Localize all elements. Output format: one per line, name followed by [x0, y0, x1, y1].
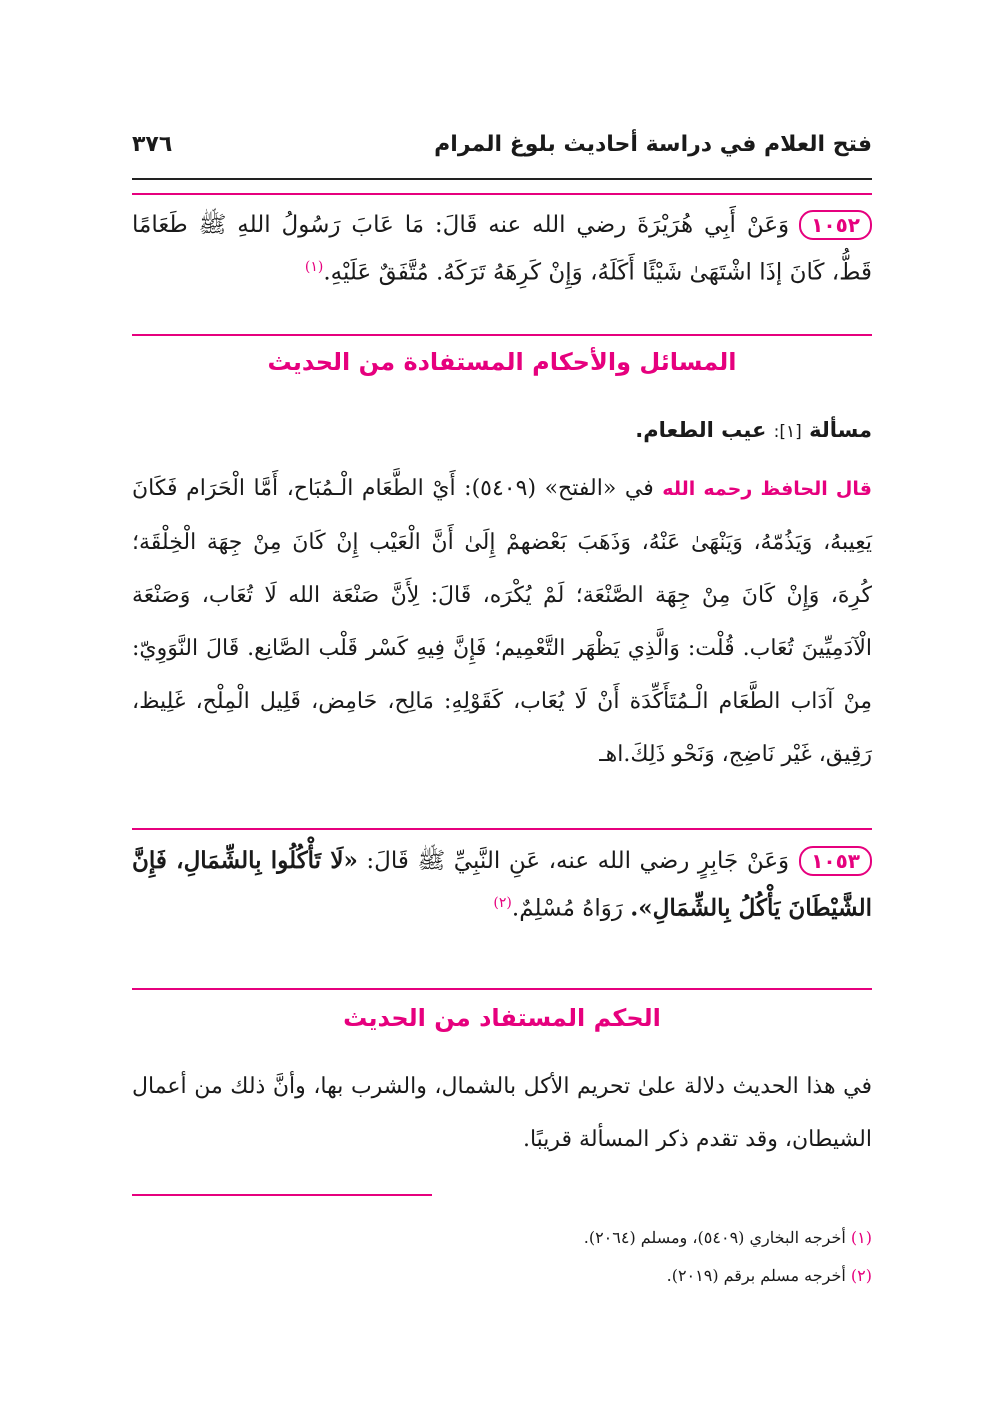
section-rule — [132, 334, 872, 336]
footnote-ref: (٢) — [493, 895, 512, 911]
issue-number: [١]: — [773, 422, 802, 442]
header-rule — [132, 178, 872, 180]
hadith-number-badge: ١٠٥٣ — [799, 846, 872, 876]
issue-body — [132, 462, 872, 781]
hadith-1052 — [132, 204, 872, 294]
footnote-rule — [132, 1194, 432, 1196]
footnote-text: أخرجه البخاري (٥٤٠٩)، ومسلم (٢٠٦٤). — [583, 1228, 846, 1247]
section-rule — [132, 988, 872, 990]
footnote — [584, 1226, 872, 1250]
page-number: ٣٧٦ — [132, 132, 173, 157]
quote-lead: قال الحافظ رحمه الله — [662, 478, 872, 500]
ruling-text: في هذا الحديث دلالة علىٰ تحريم الأكل بالشمال، والشرب بها، وأنَّ ذلك من أعمال الشيطان، وقد تقدم ذكر المسألة قريبًا. — [132, 1074, 872, 1152]
hadith-1053 — [132, 840, 872, 930]
footnote-number: (٢) — [850, 1266, 872, 1285]
footnote-number: (١) — [850, 1228, 872, 1247]
hadith-top-rule — [132, 193, 872, 195]
issue-word: مسألة — [809, 418, 872, 442]
footnote — [667, 1264, 872, 1288]
footnote-ref: (١) — [304, 259, 324, 275]
page — [132, 0, 872, 1418]
hadith-number-badge: ١٠٥٢ — [799, 210, 872, 240]
footnote-text: أخرجه مسلم برقم (٢٠١٩). — [666, 1266, 846, 1285]
book-title: فتح العلام في دراسة أحاديث بلوغ المرام — [434, 132, 872, 157]
section-heading: الحكم المستفاد من الحديث — [343, 1004, 661, 1032]
issue-label — [635, 418, 872, 442]
running-header — [132, 128, 872, 168]
section-heading: المسائل والأحكام المستفادة من الحديث — [267, 348, 737, 376]
issue-title: عيب الطعام. — [635, 418, 767, 442]
prophetic-quote: «لَا تَأْكُلُوا بِالشِّمَالِ، فَإِنَّ الشَّيْطَانَ يَأْكُلُ بِالشِّمَالِ». — [132, 847, 872, 922]
hadith-intro: وَعَنْ جَابِرٍ رضي الله عنه، عَنِ النَّبِيِّ ﷺ قَالَ: — [366, 848, 790, 874]
issue-body-text: في «الفتح» (٥٤٠٩): أَيْ الطَّعَام الْـمُبَاح، أَمَّا الْحَرَام فَكَانَ يَعِيبهُ، وَيَذُمّهُ، وَيَنْهَىٰ عَنْهُ، وَذَهَبَ بَعْضهمْ إِلَىٰ أَنَّ الْعَيْب إِنْ كَانَ مِنْ جِهَة الْخِلْقَة؛ كُرِهَ، وَإِنْ كَانَ مِنْ جِهَة الصَّنْعَة؛ لَمْ يُكْرَه، قَالَ: لِأَنَّ صَنْعَة الله لَا تُعَاب، وَصَنْعَة الْآدَمِيِّينَ تُعَاب. قُلْت: وَالَّذِي يَظْهَر التَّعْمِيم؛ فَإِنَّ فِيهِ كَسْر قَلْب الصَّانِع. قَالَ النَّوَوِيّ: مِنْ آدَاب الطَّعَام الْـمُتَأَكِّدَة أَنْ لَا يُعَاب، كَقَوْلِهِ: مَالِح، حَامِض، قَلِيل الْمِلْح، غَلِيظ، رَقِيق، غَيْر نَاضِج، وَنَحْو ذَلِكَ.اهـ — [132, 476, 872, 767]
hadith-source: رَوَاهُ مُسْلِمٌ. — [511, 895, 623, 922]
hadith-top-rule — [132, 828, 872, 830]
hadith-text: وَعَنْ أَبِي هُرَيْرَةَ رضي الله عنه قَالَ: مَا عَابَ رَسُولُ اللهِ ﷺ طَعَامًا قَطُّ، كَانَ إذَا اشْتَهَىٰ شَيْئًا أَكَلَهُ، وَإِنْ كَرِهَهُ تَرَكَهُ. مُتَّفَقٌ عَلَيْهِ. — [132, 212, 872, 286]
